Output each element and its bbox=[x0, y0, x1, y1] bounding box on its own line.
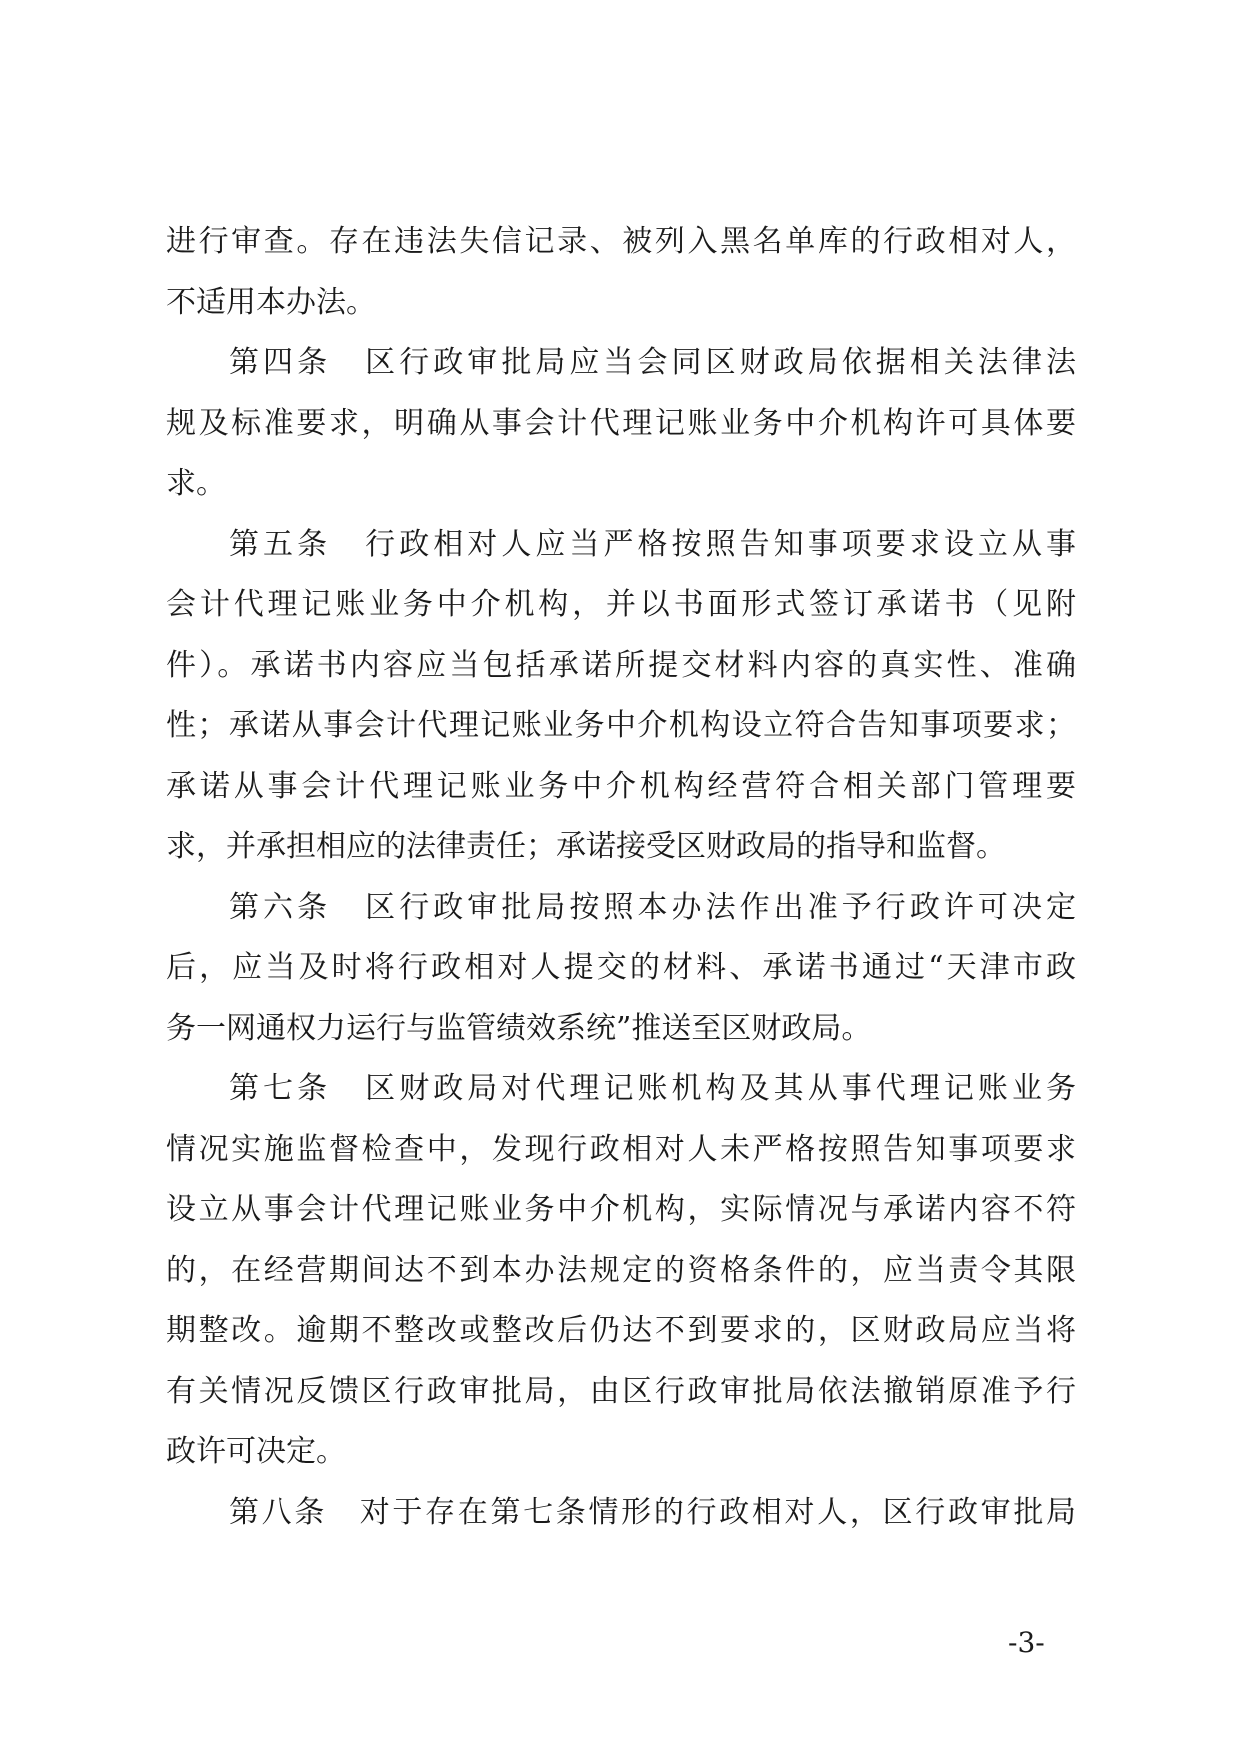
text-line: 求。 bbox=[166, 466, 226, 501]
body-text bbox=[166, 212, 1076, 1543]
text-line: 的，在经营期间达不到本办法规定的资格条件的，应当责令其限 bbox=[166, 1252, 1076, 1288]
article-5-heading-line: 第五条 行政相对人应当严格按照告知事项要求设立从事 bbox=[229, 526, 1076, 562]
text-line: 设立从事会计代理记账业务中介机构，实际情况与承诺内容不符 bbox=[166, 1192, 1076, 1227]
text-line: 不适用本办法。 bbox=[166, 284, 376, 320]
page-number: -3- bbox=[1008, 1626, 1045, 1659]
text-line: 求，并承担相应的法律责任；承诺接受区财政局的指导和监督。 bbox=[166, 829, 1006, 864]
article-4-heading-line: 第四条 区行政审批局应当会同区财政局依据相关法律法 bbox=[229, 345, 1076, 380]
article-7-heading-line: 第七条 区财政局对代理记账机构及其从事代理记账业务 bbox=[229, 1071, 1076, 1106]
text-line: 承诺从事会计代理记账业务中介机构经营符合相关部门管理要 bbox=[166, 768, 1076, 804]
text-line: 会计代理记账业务中介机构，并以书面形式签订承诺书（见附 bbox=[166, 587, 1076, 622]
text-line: 后，应当及时将行政相对人提交的材料、承诺书通过“天津市政 bbox=[166, 950, 1076, 985]
text-line: 进行审查。存在违法失信记录、被列入黑名单库的行政相对人， bbox=[166, 224, 1076, 259]
text-line: 情况实施监督检查中，发现行政相对人未严格按照告知事项要求 bbox=[166, 1131, 1076, 1167]
text-line: 件）。承诺书内容应当包括承诺所提交材料内容的真实性、准确 bbox=[166, 647, 1076, 683]
article-8-heading-line: 第八条 对于存在第七条情形的行政相对人，区行政审批局 bbox=[229, 1494, 1076, 1530]
text-line: 政许可决定。 bbox=[166, 1434, 346, 1469]
text-line: 有关情况反馈区行政审批局，由区行政审批局依法撤销原准予行 bbox=[166, 1373, 1076, 1409]
article-6-heading-line: 第六条 区行政审批局按照本办法作出准予行政许可决定 bbox=[229, 889, 1076, 925]
text-line: 性；承诺从事会计代理记账业务中介机构设立符合告知事项要求； bbox=[166, 708, 1076, 743]
text-line: 务一网通权力运行与监管绩效系统”推送至区财政局。 bbox=[166, 1010, 872, 1046]
text-line: 规及标准要求，明确从事会计代理记账业务中介机构许可具体要 bbox=[166, 405, 1076, 441]
text-line: 期整改。逾期不整改或整改后仍达不到要求的，区财政局应当将 bbox=[166, 1313, 1076, 1348]
